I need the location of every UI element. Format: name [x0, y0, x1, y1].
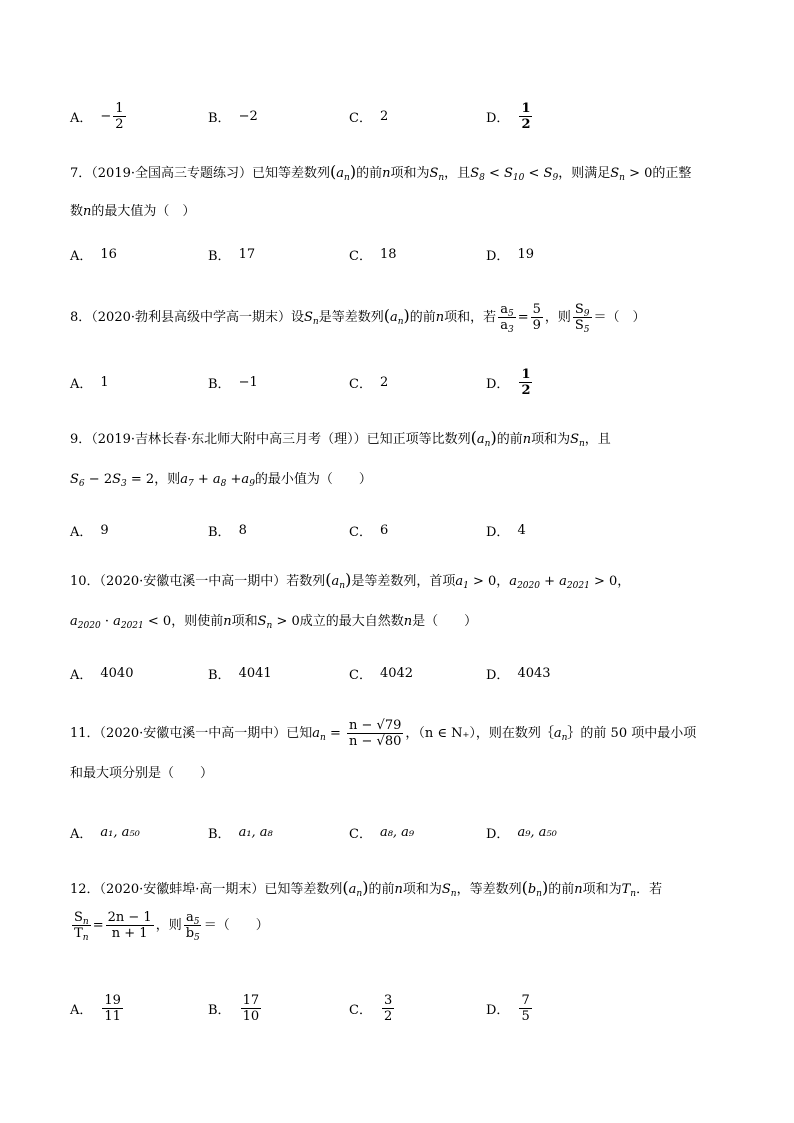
q10-options [70, 653, 730, 693]
q8-option-d[interactable]: D． $\frac{1}{2}$ [486, 366, 531, 398]
question-12-line2: $\frac{S_n}{T_n}$ = $\frac{2n - 1}{n + 1}$ ，则 $\frac{a_5}{b_5}$ ＝（ ） [74, 910, 269, 943]
q6-option-c[interactable]: C． 2 [349, 108, 389, 126]
fraction: $\frac{S_9}{S_5}$ [574, 302, 590, 335]
q9-option-a[interactable]: A． 9 [70, 522, 109, 540]
fraction: $\frac{a_5}{b_5}$ [185, 910, 200, 943]
q9-option-c[interactable]: C． 6 [349, 522, 389, 540]
fraction: $\frac{19}{11}$ [104, 992, 121, 1024]
q9-option-d[interactable]: D． 4 [486, 522, 526, 540]
fraction: $\frac{7}{5}$ [521, 992, 530, 1024]
question-7-line2: 数n的最大值为（ ） [70, 204, 196, 219]
q10-option-d[interactable]: D． 4043 [486, 665, 551, 683]
q12-option-d[interactable]: D． $\frac{7}{5}$ [486, 992, 530, 1024]
q8-option-b[interactable]: B． −1 [208, 374, 258, 392]
q6-option-d[interactable]: D． $\frac{1}{2}$ [486, 100, 531, 132]
question-9 [70, 430, 730, 488]
question-7-line1: 7．（2019·全国高三专题练习）已知等差数列$(a_n)$的前n项和为$S_n$，且$S_8 < S_{10} < S_9$，则满足$S_n > 0$的正整 [70, 162, 692, 183]
question-12 [70, 880, 730, 946]
fraction: $\frac{2n - 1}{n + 1}$ [107, 910, 152, 941]
fraction: $\frac{17}{10}$ [242, 992, 260, 1024]
question-12-line1: 12．（2020·安徽蚌埠·高一期末）已知等差数列$(a_n)$的前n项和为$S_n$，等差数列$(b_n)$的前n项和为$T_n$．若 [70, 878, 663, 899]
fraction: $\frac{3}{2}$ [383, 992, 393, 1024]
q12-option-a[interactable]: A． $\frac{19}{11}$ [70, 992, 121, 1024]
question-11 [70, 712, 730, 782]
question-7 [70, 164, 730, 220]
fraction: $\frac{5}{9}$ [532, 302, 541, 333]
question-10-line2: $a_{2020} \cdot a_{2021} < 0$，则使前n项和$S_n > 0$成立的最大自然数n是（ ） [70, 614, 478, 631]
q12-option-b[interactable]: B． $\frac{17}{10}$ [208, 992, 260, 1024]
q10-option-b[interactable]: B． 4041 [208, 665, 272, 683]
q11-option-b[interactable]: B． a₁, a₈ [208, 824, 273, 842]
q7-option-b[interactable]: B． 17 [208, 246, 256, 264]
q6-option-a[interactable]: A． − $\frac{1}{2}$ [70, 100, 124, 132]
fraction: $\frac{n - √79}{n - √80}$ [349, 718, 402, 749]
fraction: $\frac{1}{2}$ [115, 100, 124, 132]
q11-option-a[interactable]: A． a₁, a₅₀ [70, 824, 140, 842]
fraction: $\frac{a_5}{a_3}$ [500, 302, 514, 335]
fraction: $\frac{1}{2}$ [521, 366, 531, 398]
q7-option-d[interactable]: D． 19 [486, 246, 534, 264]
q6-options [70, 96, 730, 136]
q12-option-c[interactable]: C． $\frac{3}{2}$ [349, 992, 393, 1024]
q9-option-b[interactable]: B． 8 [208, 522, 247, 540]
q8-option-c[interactable]: C． 2 [349, 374, 389, 392]
q7-option-a[interactable]: A． 16 [70, 246, 117, 264]
q8-options [70, 362, 730, 402]
q6-option-b[interactable]: B． −2 [208, 108, 258, 126]
question-9-line1: 9．（2019·吉林长春·东北师大附中高三月考（理））已知正项等比数列$(a_n)$的前n项和为$S_n$，且 [70, 428, 611, 449]
fraction: $\frac{S_n}{T_n}$ [74, 910, 89, 943]
q9-options [70, 510, 730, 550]
question-10-line1: 10．（2020·安徽屯溪一中高一期中）若数列$(a_n)$是等差数列，首项$a_1 > 0$，$a_{2020} + a_{2021} > 0$， [70, 570, 631, 591]
q10-option-c[interactable]: C． 4042 [349, 665, 414, 683]
question-8: 8．（2020·勃利县高级中学高一期末）设$S_n$是等差数列$(a_n)$的前n项和，若 $\frac{a_5}{a_3}$ = $\frac{5}{9}$ ，则 $\frac{S_9}{S_5}$ ＝（ ） [70, 302, 646, 335]
question-11-line1: 11．（2020·安徽屯溪一中高一期中）已知$a_n$ = $\frac{n - √79}{n - √80}$ ，（n ∈ N₊），则在数列$\{a_n\}$的前 50 项中最小项 [70, 718, 697, 749]
q7-options [70, 234, 730, 274]
q11-option-d[interactable]: D． a₉, a₅₀ [486, 824, 557, 842]
q7-option-c[interactable]: C． 18 [349, 246, 397, 264]
q12-options [70, 988, 730, 1028]
q11-options [70, 812, 730, 852]
fraction: $\frac{1}{2}$ [521, 100, 531, 132]
question-11-line2: 和最大项分别是（ ） [70, 766, 214, 781]
question-9-line2: $S_6 - 2S_3 = 2$，则$a_7 + a_8 +a_9$的最小值为（ ） [70, 472, 372, 489]
q8-option-a[interactable]: A． 1 [70, 374, 109, 392]
question-10 [70, 572, 730, 630]
q10-option-a[interactable]: A． 4040 [70, 665, 134, 683]
q11-option-c[interactable]: C． a₈, a₉ [349, 824, 415, 842]
